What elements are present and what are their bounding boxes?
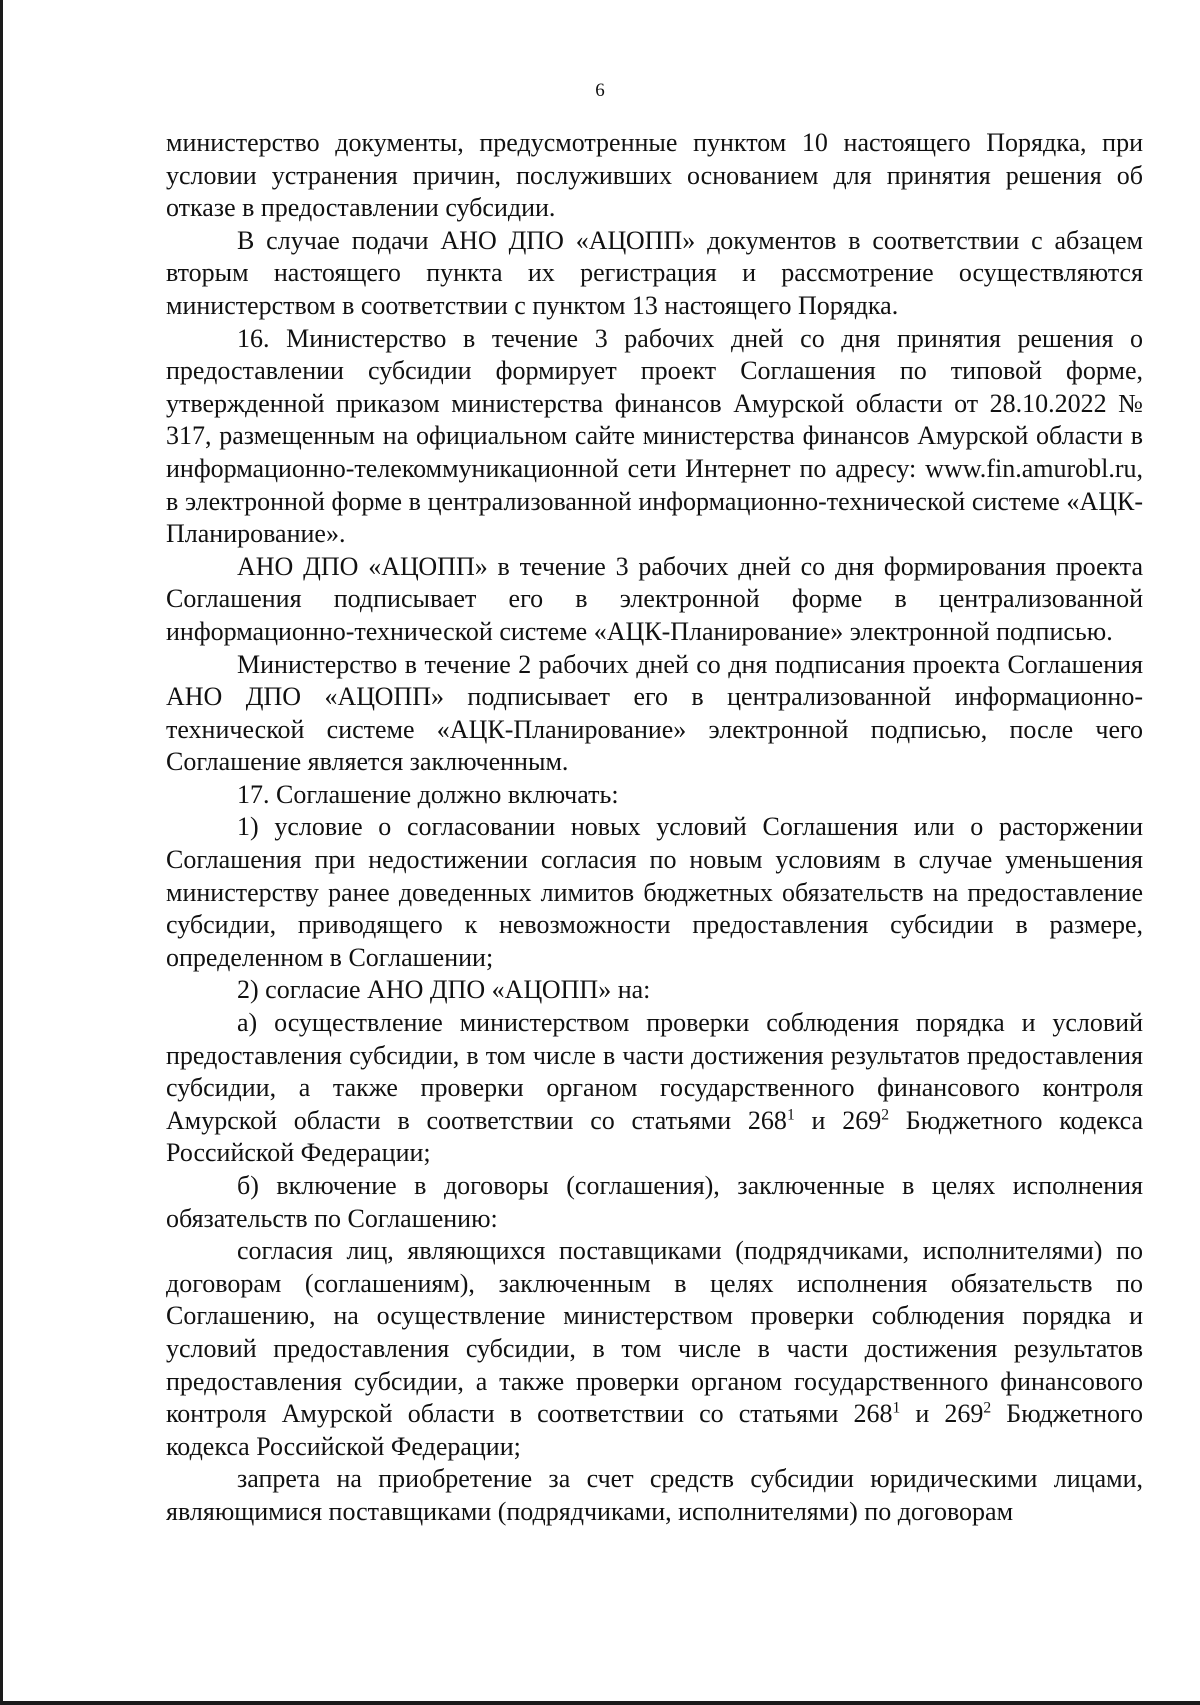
scan-left-edge (0, 0, 3, 1705)
article-superscript: 2 (881, 1106, 889, 1124)
paragraph-supplier-consent-mid: и 269 (900, 1399, 984, 1429)
paragraph-supplier-consent (166, 1235, 1143, 1463)
paragraph-item-17: 17. Соглашение должно включать: (237, 779, 619, 809)
paragraph-subitem-1: 1) условие о согласовании новых условий Соглашения или о расторжении Соглашения при недостижении согласия по новым условиям в случае уменьшения министерству ранее доведенных лимитов бюджетных обязательств на предоставление субсидии, приводящего к невозможности предоставления субсидии в размере, определенном в Соглашении; (166, 812, 1143, 972)
page-number: 6 (595, 80, 605, 101)
paragraph-subitem-b: б) включение в договоры (соглашения), заключенные в целях исполнения обязательств по Соглашению: (166, 1171, 1143, 1233)
paragraph-continuation: министерство документы, предусмотренные пунктом 10 настоящего Порядка, при условии устранения причин, послуживших основанием для принятия решения об отказе в предоставлении субсидии. (166, 128, 1143, 223)
scan-bottom-edge (0, 1701, 1200, 1705)
article-superscript: 1 (892, 1399, 901, 1417)
paragraph-subitem-a-tail: Бюджетного кодекса Российской Федерации; (166, 1105, 1143, 1168)
paragraph-ministry-signing: Министерство в течение 2 рабочих дней со дня подписания проекта Соглашения АНО ДПО «АЦОПП» подписывает его в централизованной информационно-технической системе «АЦК-Планирование» электронной подписью, после чего Соглашение является заключенным. (166, 649, 1143, 777)
paragraph-subitem-a-mid: и 269 (794, 1105, 882, 1135)
paragraph-supplier-consent-tail: Бюджетного кодекса Российской Федерации; (166, 1399, 1144, 1461)
paragraph-resubmission: В случае подачи АНО ДПО «АЦОПП» документов в соответствии с абзацем вторым настоящего пункта их регистрация и рассмотрение осуществляются министерством в соответствии с пунктом 13 настоящего Порядка. (166, 225, 1143, 320)
paragraph-supplier-consent-text: согласия лиц, являющихся поставщиками (подрядчиками, исполнителями) по договорам (соглашениям), заключенным в целях исполнения обязательств по Соглашению, на осуществление министерством проверки соблюдения порядка и условий предоставления субсидии, в том числе в части достижения результатов предоставления субсидии, а также проверки органом государственного финансового контроля Амурской области в соответствии со статьями 268 (166, 1236, 1143, 1429)
article-superscript: 2 (983, 1399, 992, 1417)
paragraph-purchase-ban: запрета на приобретение за счет средств субсидии юридическими лицами, являющимися поставщиками (подрядчиками, исполнителями) по договорам (166, 1464, 1143, 1526)
paragraph-item-16: 16. Министерство в течение 3 рабочих дней со дня принятия решения о предоставлении субсидии формирует проект Соглашения по типовой форме, утвержденной приказом министерства финансов Амурской области от 28.10.2022 № 317, размещенным на официальном сайте министерства финансов Амурской области в информационно-телекоммуникационной сети Интернет по адресу: www.fin.amurobl.ru, в электронной форме в централизованной информационно-технической системе «АЦК-Планирование». (166, 323, 1143, 549)
paragraph-ano-signing: АНО ДПО «АЦОПП» в течение 3 рабочих дней со дня формирования проекта Соглашения подписывает его в электронной форме в централизованной информационно-технической системе «АЦК-Планирование» электронной подписью. (166, 551, 1143, 646)
article-superscript: 1 (786, 1106, 795, 1124)
paragraph-subitem-a-text: а) осуществление министерством проверки соблюдения порядка и условий предоставления субсидии, в том числе в части достижения результатов предоставления субсидии, а также проверки органом государственного финансового контроля Амурской области в соответствии со статьями 268 (166, 1008, 1143, 1135)
paragraph-subitem-2: 2) согласие АНО ДПО «АЦОПП» на: (237, 975, 651, 1005)
paragraph-subitem-a (166, 1007, 1143, 1170)
document-body (166, 127, 1143, 1529)
